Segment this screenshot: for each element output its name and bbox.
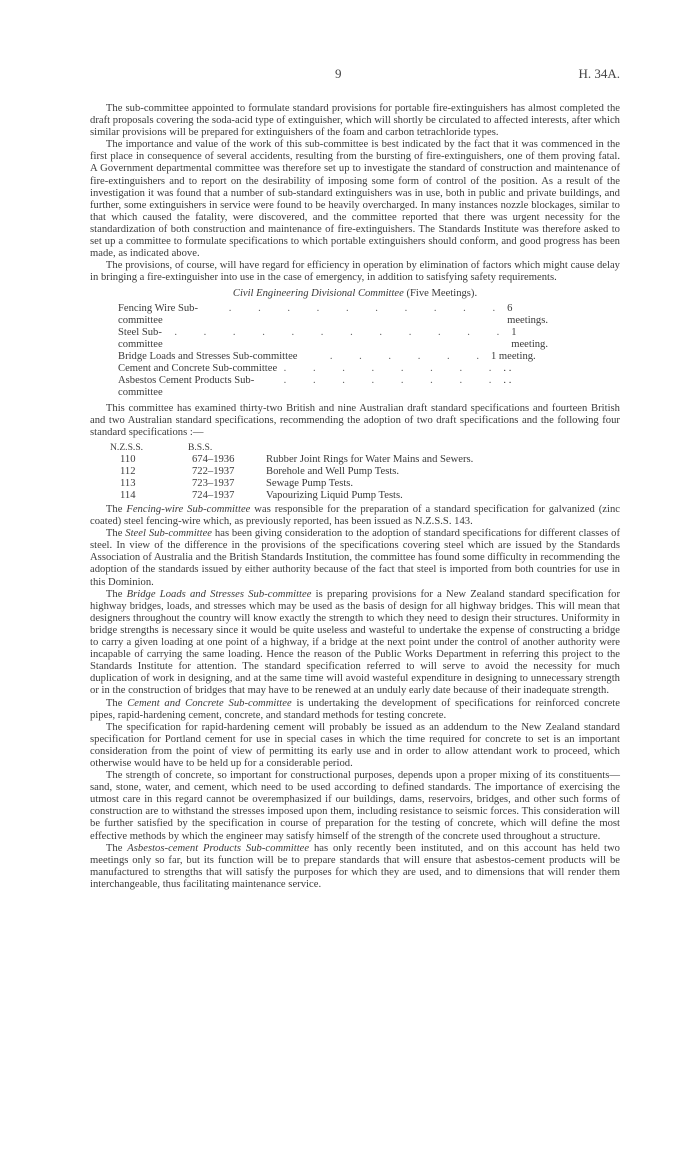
meetings-row <box>118 303 548 327</box>
paragraph-asbestos-cement: The Asbestos-cement Products Sub-committee has only recently been instituted, and on this account has held two meetings only so far, but its function will be to prepare standards that will ensure that asbestos-cement products will be manufactured to strengths that will satisfy the purposes for which they are used, and to dimensions that will render them interchangeable, thus facilitating maintenance service. <box>90 842 620 890</box>
table-row <box>110 466 620 478</box>
leader-dots: . . . . . . . . . . . . <box>174 326 512 338</box>
meetings-row <box>118 327 548 351</box>
bss-number: 674–1936 <box>192 453 235 465</box>
meetings-row <box>118 351 548 363</box>
subcommittee-name: Cement and Concrete Sub-committee <box>118 362 278 374</box>
subcommittee-name: Steel Sub-committee <box>118 326 163 350</box>
paragraph-concrete-strength: The strength of concrete, so important for constructional purposes, depends upon a proper mixing of its constituents—sand, stone, water, and cement, which need to be used according to defined standards. The importance of exercising the utmost care in this regard cannot be overemphasized if our buildings, dams, reservoirs, bridges, and other such forms of construction are to withstand the stresses imposed upon them, including resistance to seismic forces. This consideration will be further satisfied by the specification in course of preparation for the testing of concrete, which will define the most effective methods by which the engineer may satisfy himself of the strength of the concrete used throughout a structure. <box>90 770 620 842</box>
meeting-count: . . <box>503 362 512 374</box>
meetings-table <box>118 303 548 400</box>
subcommittee-name: Fencing Wire Sub-committee <box>118 302 198 326</box>
meeting-count: 6 meetings. <box>507 302 549 326</box>
standard-title: Borehole and Well Pump Tests. <box>266 465 400 477</box>
bss-number: 724–1937 <box>192 489 235 501</box>
meetings-row <box>118 363 548 375</box>
standard-title: Vapourizing Liquid Pump Tests. <box>266 489 403 501</box>
paragraph-provisions: The provisions, of course, will have regard for efficiency in operation by elimination of factors which might cause delay in bringing a fire-extinguisher into use in the case of emergency, in addition to satisfying safety requirements. <box>90 260 620 284</box>
table-row <box>110 454 620 466</box>
civil-committee-title: Civil Engineering Divisional Committee <box>232 288 404 300</box>
bss-number: 723–1937 <box>192 477 235 489</box>
column-header-nzss: N.Z.S.S. <box>110 441 144 453</box>
page-body <box>90 103 620 891</box>
document-reference: H. 34A. <box>578 66 620 81</box>
nzss-number: 112 <box>120 465 136 477</box>
paragraph-steel: The Steel Sub-committee has been giving consideration to the adoption of standard specifications for different classes of steel. In view of the difference in the provisions of the specifications covering steel which are issued by the Standards Association of Australia and the British Standards Institution, the committee has found some difficulty in recommending the adoption of the standards issued by either authority because of the fact that steel is imported from both countries for use in this Dominion. <box>90 528 621 588</box>
table-row <box>110 478 620 490</box>
standard-title: Sewage Pump Tests. <box>266 477 354 489</box>
leader-dots: . . . . . . . . . . <box>228 302 508 314</box>
civil-committee-meetings: (Five Meetings). <box>403 288 478 300</box>
paragraph-cement-concrete: The Cement and Concrete Sub-committee is undertaking the development of specifications for reinforced concrete pipes, rapid-hardening cement, concrete, and standard methods for testing concrete. <box>90 697 620 721</box>
subcommittee-name: Bridge Loads and Stresses Sub-committee <box>118 350 298 362</box>
meeting-count: 1 meeting. <box>490 350 536 362</box>
paragraph-importance: The importance and value of the work of this sub-committee is best indicated by the fact that it was commenced in the first place in consequence of several accidents, resulting from the bursting of fire-extinguishers, one of them proving fatal. A Government departmental committee was therefore set up to investigate the standard of construction and maintenance of fire-extinguishers and to report on the desirability of imposing some form of control of the position. As a result of the investigation it was found that a number of sub-standard extinguishers was in use, both in public and private buildings, and further, some extinguishers in service were found to be heavily overcharged. In many instances nozzle blockages, similar to that which caused the fatality, were discovered, and the committee reported that there was urgent necessity for the standardization of both construction and maintenance of fire-extinguishers. The Standards Institute was therefore asked to set up a committee to formulate specifications to which portable extinguishers should conform, and good progress has been made, as indicated above. <box>90 139 620 260</box>
nzss-number: 113 <box>120 477 136 489</box>
page-number: 9 <box>335 66 342 81</box>
fencing-wire-subcommittee-name: Fencing-wire Sub-committee <box>126 504 251 515</box>
cement-subcommittee-name: Cement and Concrete Sub-committee <box>127 697 292 709</box>
meetings-row <box>118 375 548 399</box>
bridge-subcommittee-name: Bridge Loads and Stresses Sub-committee <box>126 588 312 600</box>
table-row <box>110 490 620 502</box>
civil-committee-heading <box>90 288 620 300</box>
paragraph-rapid-hardening: The specification for rapid-hardening cement will probably be issued as an addendum to the New Zealand standard specification for Portland cement for use in special cases in which the time required for concrete to set is an important consideration from the point of view of permitting its early use and in order to allow attendant work to proceed, which otherwise would have to be held up for a considerable period. <box>90 721 620 769</box>
paragraph-fencing-wire: The Fencing-wire Sub-committee was responsible for the preparation of a standard specification for galvanized (zinc coated) steel fencing-wire which, as previously reported, has been issued as N.Z.S.S. 143. <box>90 504 620 528</box>
leader-dots: . . . . . . <box>329 350 491 362</box>
leader-dots: . . . . . . . . <box>283 362 504 374</box>
meeting-count: . . <box>503 375 512 387</box>
nzss-number: 114 <box>120 489 136 501</box>
steel-subcommittee-name: Steel Sub-committee <box>125 528 213 540</box>
column-header-bss: B.S.S. <box>188 441 213 453</box>
asbestos-subcommittee-name: Asbestos-cement Products Sub-committee <box>127 842 310 854</box>
bss-number: 722–1937 <box>192 465 235 477</box>
paragraph-bridge-loads: The Bridge Loads and Stresses Sub-committee is preparing provisions for a New Zealand standard specification for highway bridges, loads, and stresses which may be used as the basis of design for all highway bridges. This will mean that designers throughout the country will know exactly the strength to which they need to design their structures. Uniformity in bridge strengths is necessary since it would be quite useless and wasteful to undertake the expense of constructing a bridge to carry a given loading at one point of a highway, if a bridge at the next point under the control of another authority were incapable of carrying the same loading. Hence the reason of the Public Works Department in referring this project to the Standards Institute for attention. The standard specification referred to will serve to avoid the necessity for much duplication of work in designing, and at the same time will avoid wasteful expenditure in designing to unnecessary strength or in the construction of bridges that may have to be renewed at an unduly early date because of their inadequate strength. <box>90 588 621 697</box>
paragraph-subcommittee-progress: The sub-committee appointed to formulate standard provisions for portable fire-extinguishers has almost completed the draft proposals covering the soda-acid type of extinguisher, which will shortly be circulated to affected interests, after which similar provisions will be prepared for extinguishers of the foam and carbon tetrachloride types. <box>90 103 620 139</box>
paragraph-examination: This committee has examined thirty-two British and nine Australian draft standard specifications and fourteen British and two Australian standard specifications, recommending the adoption of two draft specifications and the following four standard specifications :— <box>90 403 620 439</box>
meeting-count: 1 meeting. <box>511 326 549 350</box>
standard-title: Rubber Joint Rings for Water Mains and Sewers. <box>266 453 474 465</box>
subcommittee-name: Asbestos Cement Products Sub-committee <box>118 375 255 399</box>
standards-table <box>110 442 620 502</box>
leader-dots: . . . . . . . . <box>283 375 504 387</box>
page-header <box>90 66 620 82</box>
standards-table-header <box>110 442 620 454</box>
nzss-number: 110 <box>120 453 136 465</box>
